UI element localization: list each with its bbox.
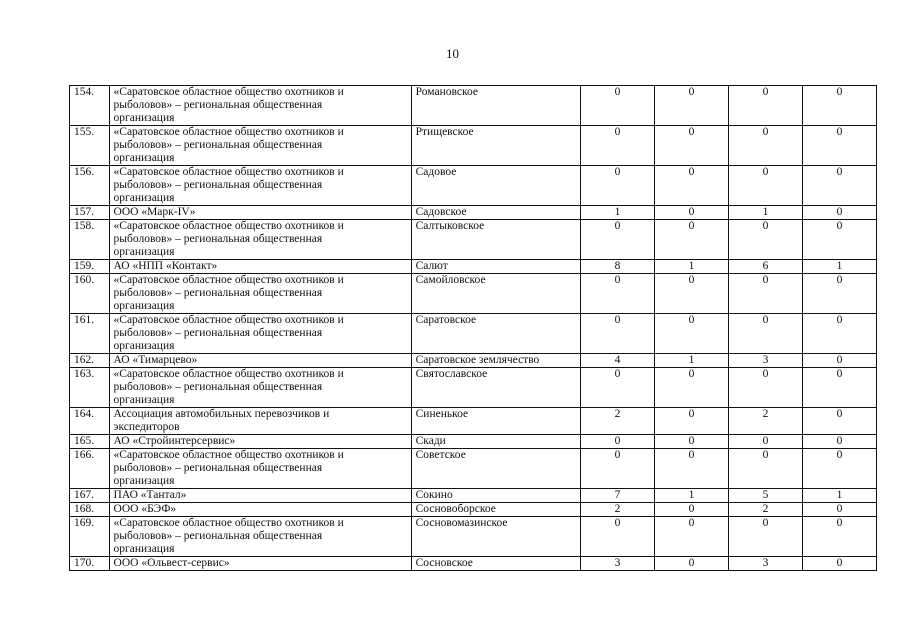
hunting-ground-cell: Салтыковское (411, 220, 580, 260)
organization-name: «Саратовское областное общество охотников и рыболовов» – региональная общественная организация (113, 126, 344, 164)
organization-name: «Саратовское областное общество охотников и рыболовов» – региональная общественная организация (113, 517, 344, 555)
organization-cell (109, 408, 411, 435)
hunting-ground-cell: Садовое (411, 166, 580, 206)
value-cell-3: 0 (728, 220, 802, 260)
organization-name: «Саратовское областное общество охотников и рыболовов» – региональная общественная организация (113, 314, 344, 352)
organization-cell (109, 517, 411, 557)
value-cell-4: 0 (802, 557, 876, 571)
organization-cell (109, 220, 411, 260)
value-cell-3: 2 (728, 408, 802, 435)
value-cell-2: 1 (654, 489, 728, 503)
table-row (70, 314, 877, 354)
value-cell-2: 0 (654, 314, 728, 354)
table-row (70, 435, 877, 449)
row-number-cell: 169. (70, 517, 110, 557)
table-row (70, 86, 877, 126)
value-cell-1: 0 (580, 274, 654, 314)
value-cell-3: 3 (728, 354, 802, 368)
table-row (70, 489, 877, 503)
organization-cell (109, 260, 411, 274)
row-number-cell: 165. (70, 435, 110, 449)
table-row (70, 166, 877, 206)
value-cell-3: 0 (728, 368, 802, 408)
row-number-cell: 164. (70, 408, 110, 435)
organization-name: АО «Стройинтерсервис» (113, 435, 236, 447)
row-number-cell: 170. (70, 557, 110, 571)
row-number-cell: 154. (70, 86, 110, 126)
value-cell-1: 0 (580, 166, 654, 206)
organization-cell (109, 354, 411, 368)
row-number-cell: 155. (70, 126, 110, 166)
value-cell-4: 0 (802, 274, 876, 314)
value-cell-3: 0 (728, 166, 802, 206)
row-number-cell: 162. (70, 354, 110, 368)
value-cell-4: 0 (802, 354, 876, 368)
value-cell-4: 0 (802, 368, 876, 408)
organization-name: ПАО «Тантал» (113, 489, 187, 501)
table-row (70, 517, 877, 557)
table-row (70, 126, 877, 166)
value-cell-1: 7 (580, 489, 654, 503)
organization-name: ООО «Ольвест-сервис» (113, 557, 230, 569)
row-number-cell: 159. (70, 260, 110, 274)
value-cell-1: 8 (580, 260, 654, 274)
hunting-ground-cell: Святославское (411, 368, 580, 408)
value-cell-4: 0 (802, 86, 876, 126)
value-cell-4: 1 (802, 489, 876, 503)
value-cell-1: 0 (580, 449, 654, 489)
registry-table-body (70, 86, 877, 571)
value-cell-4: 0 (802, 517, 876, 557)
value-cell-3: 6 (728, 260, 802, 274)
value-cell-2: 0 (654, 274, 728, 314)
table-row (70, 274, 877, 314)
value-cell-2: 0 (654, 220, 728, 260)
organization-name: «Саратовское областное общество охотников и рыболовов» – региональная общественная организация (113, 220, 344, 258)
organization-cell (109, 557, 411, 571)
value-cell-2: 0 (654, 126, 728, 166)
value-cell-1: 0 (580, 86, 654, 126)
hunting-ground-cell: Садовское (411, 206, 580, 220)
organization-name: «Саратовское областное общество охотников и рыболовов» – региональная общественная организация (113, 86, 344, 124)
table-row (70, 354, 877, 368)
value-cell-3: 0 (728, 126, 802, 166)
organization-cell (109, 489, 411, 503)
hunting-ground-cell: Сосновоборское (411, 503, 580, 517)
row-number-cell: 168. (70, 503, 110, 517)
value-cell-4: 0 (802, 166, 876, 206)
value-cell-4: 0 (802, 435, 876, 449)
hunting-ground-cell: Саратовское землячество (411, 354, 580, 368)
value-cell-3: 0 (728, 274, 802, 314)
hunting-ground-cell: Салют (411, 260, 580, 274)
value-cell-3: 2 (728, 503, 802, 517)
organization-name: «Саратовское областное общество охотников и рыболовов» – региональная общественная организация (113, 274, 344, 312)
value-cell-2: 0 (654, 408, 728, 435)
row-number-cell: 167. (70, 489, 110, 503)
table-row (70, 408, 877, 435)
organization-name: «Саратовское областное общество охотников и рыболовов» – региональная общественная организация (113, 166, 344, 204)
hunting-ground-cell: Советское (411, 449, 580, 489)
value-cell-1: 0 (580, 368, 654, 408)
table-row (70, 503, 877, 517)
value-cell-1: 2 (580, 408, 654, 435)
organization-cell (109, 368, 411, 408)
registry-table (69, 85, 877, 571)
value-cell-3: 0 (728, 86, 802, 126)
organization-name: «Саратовское областное общество охотников и рыболовов» – региональная общественная организация (113, 449, 344, 487)
value-cell-2: 1 (654, 260, 728, 274)
value-cell-2: 0 (654, 166, 728, 206)
value-cell-2: 0 (654, 368, 728, 408)
row-number-cell: 160. (70, 274, 110, 314)
row-number-cell: 161. (70, 314, 110, 354)
organization-name: АО «НПП «Контакт» (113, 260, 218, 272)
value-cell-1: 3 (580, 557, 654, 571)
value-cell-4: 0 (802, 126, 876, 166)
value-cell-4: 0 (802, 449, 876, 489)
organization-name: ООО «Марк-IV» (113, 206, 196, 218)
value-cell-4: 0 (802, 314, 876, 354)
page-number: 10 (446, 46, 459, 61)
table-row (70, 260, 877, 274)
row-number-cell: 163. (70, 368, 110, 408)
table-row (70, 449, 877, 489)
organization-name: ООО «БЭФ» (113, 503, 177, 515)
value-cell-3: 5 (728, 489, 802, 503)
organization-cell (109, 449, 411, 489)
hunting-ground-cell: Синенькое (411, 408, 580, 435)
organization-cell (109, 206, 411, 220)
value-cell-2: 0 (654, 557, 728, 571)
organization-cell (109, 314, 411, 354)
hunting-ground-cell: Саратовское (411, 314, 580, 354)
hunting-ground-cell: Сосновское (411, 557, 580, 571)
value-cell-3: 3 (728, 557, 802, 571)
organization-cell (109, 503, 411, 517)
value-cell-4: 0 (802, 408, 876, 435)
organization-cell (109, 126, 411, 166)
table-row (70, 557, 877, 571)
value-cell-2: 0 (654, 503, 728, 517)
value-cell-4: 0 (802, 206, 876, 220)
value-cell-2: 0 (654, 86, 728, 126)
value-cell-3: 0 (728, 314, 802, 354)
hunting-ground-cell: Самойловское (411, 274, 580, 314)
value-cell-4: 0 (802, 503, 876, 517)
value-cell-1: 4 (580, 354, 654, 368)
value-cell-4: 1 (802, 260, 876, 274)
value-cell-3: 0 (728, 449, 802, 489)
value-cell-4: 0 (802, 220, 876, 260)
organization-cell (109, 274, 411, 314)
table-row (70, 220, 877, 260)
value-cell-3: 1 (728, 206, 802, 220)
value-cell-1: 0 (580, 314, 654, 354)
value-cell-3: 0 (728, 435, 802, 449)
value-cell-2: 0 (654, 517, 728, 557)
row-number-cell: 166. (70, 449, 110, 489)
table-row (70, 368, 877, 408)
value-cell-2: 0 (654, 449, 728, 489)
organization-cell (109, 166, 411, 206)
row-number-cell: 156. (70, 166, 110, 206)
value-cell-1: 0 (580, 517, 654, 557)
table-row (70, 206, 877, 220)
organization-name: АО «Тимарцево» (113, 354, 198, 366)
hunting-ground-cell: Сосновомазинское (411, 517, 580, 557)
row-number-cell: 158. (70, 220, 110, 260)
organization-cell (109, 86, 411, 126)
hunting-ground-cell: Сокино (411, 489, 580, 503)
value-cell-1: 0 (580, 126, 654, 166)
value-cell-2: 0 (654, 206, 728, 220)
value-cell-1: 0 (580, 435, 654, 449)
value-cell-2: 0 (654, 435, 728, 449)
value-cell-3: 0 (728, 517, 802, 557)
hunting-ground-cell: Ртищевское (411, 126, 580, 166)
organization-name: «Саратовское областное общество охотников и рыболовов» – региональная общественная организация (113, 368, 344, 406)
value-cell-1: 2 (580, 503, 654, 517)
organization-cell (109, 435, 411, 449)
hunting-ground-cell: Скади (411, 435, 580, 449)
value-cell-2: 1 (654, 354, 728, 368)
hunting-ground-cell: Романовское (411, 86, 580, 126)
value-cell-1: 0 (580, 220, 654, 260)
value-cell-1: 1 (580, 206, 654, 220)
row-number-cell: 157. (70, 206, 110, 220)
organization-name: Ассоциация автомобильных перевозчиков и экспедиторов (113, 408, 330, 433)
